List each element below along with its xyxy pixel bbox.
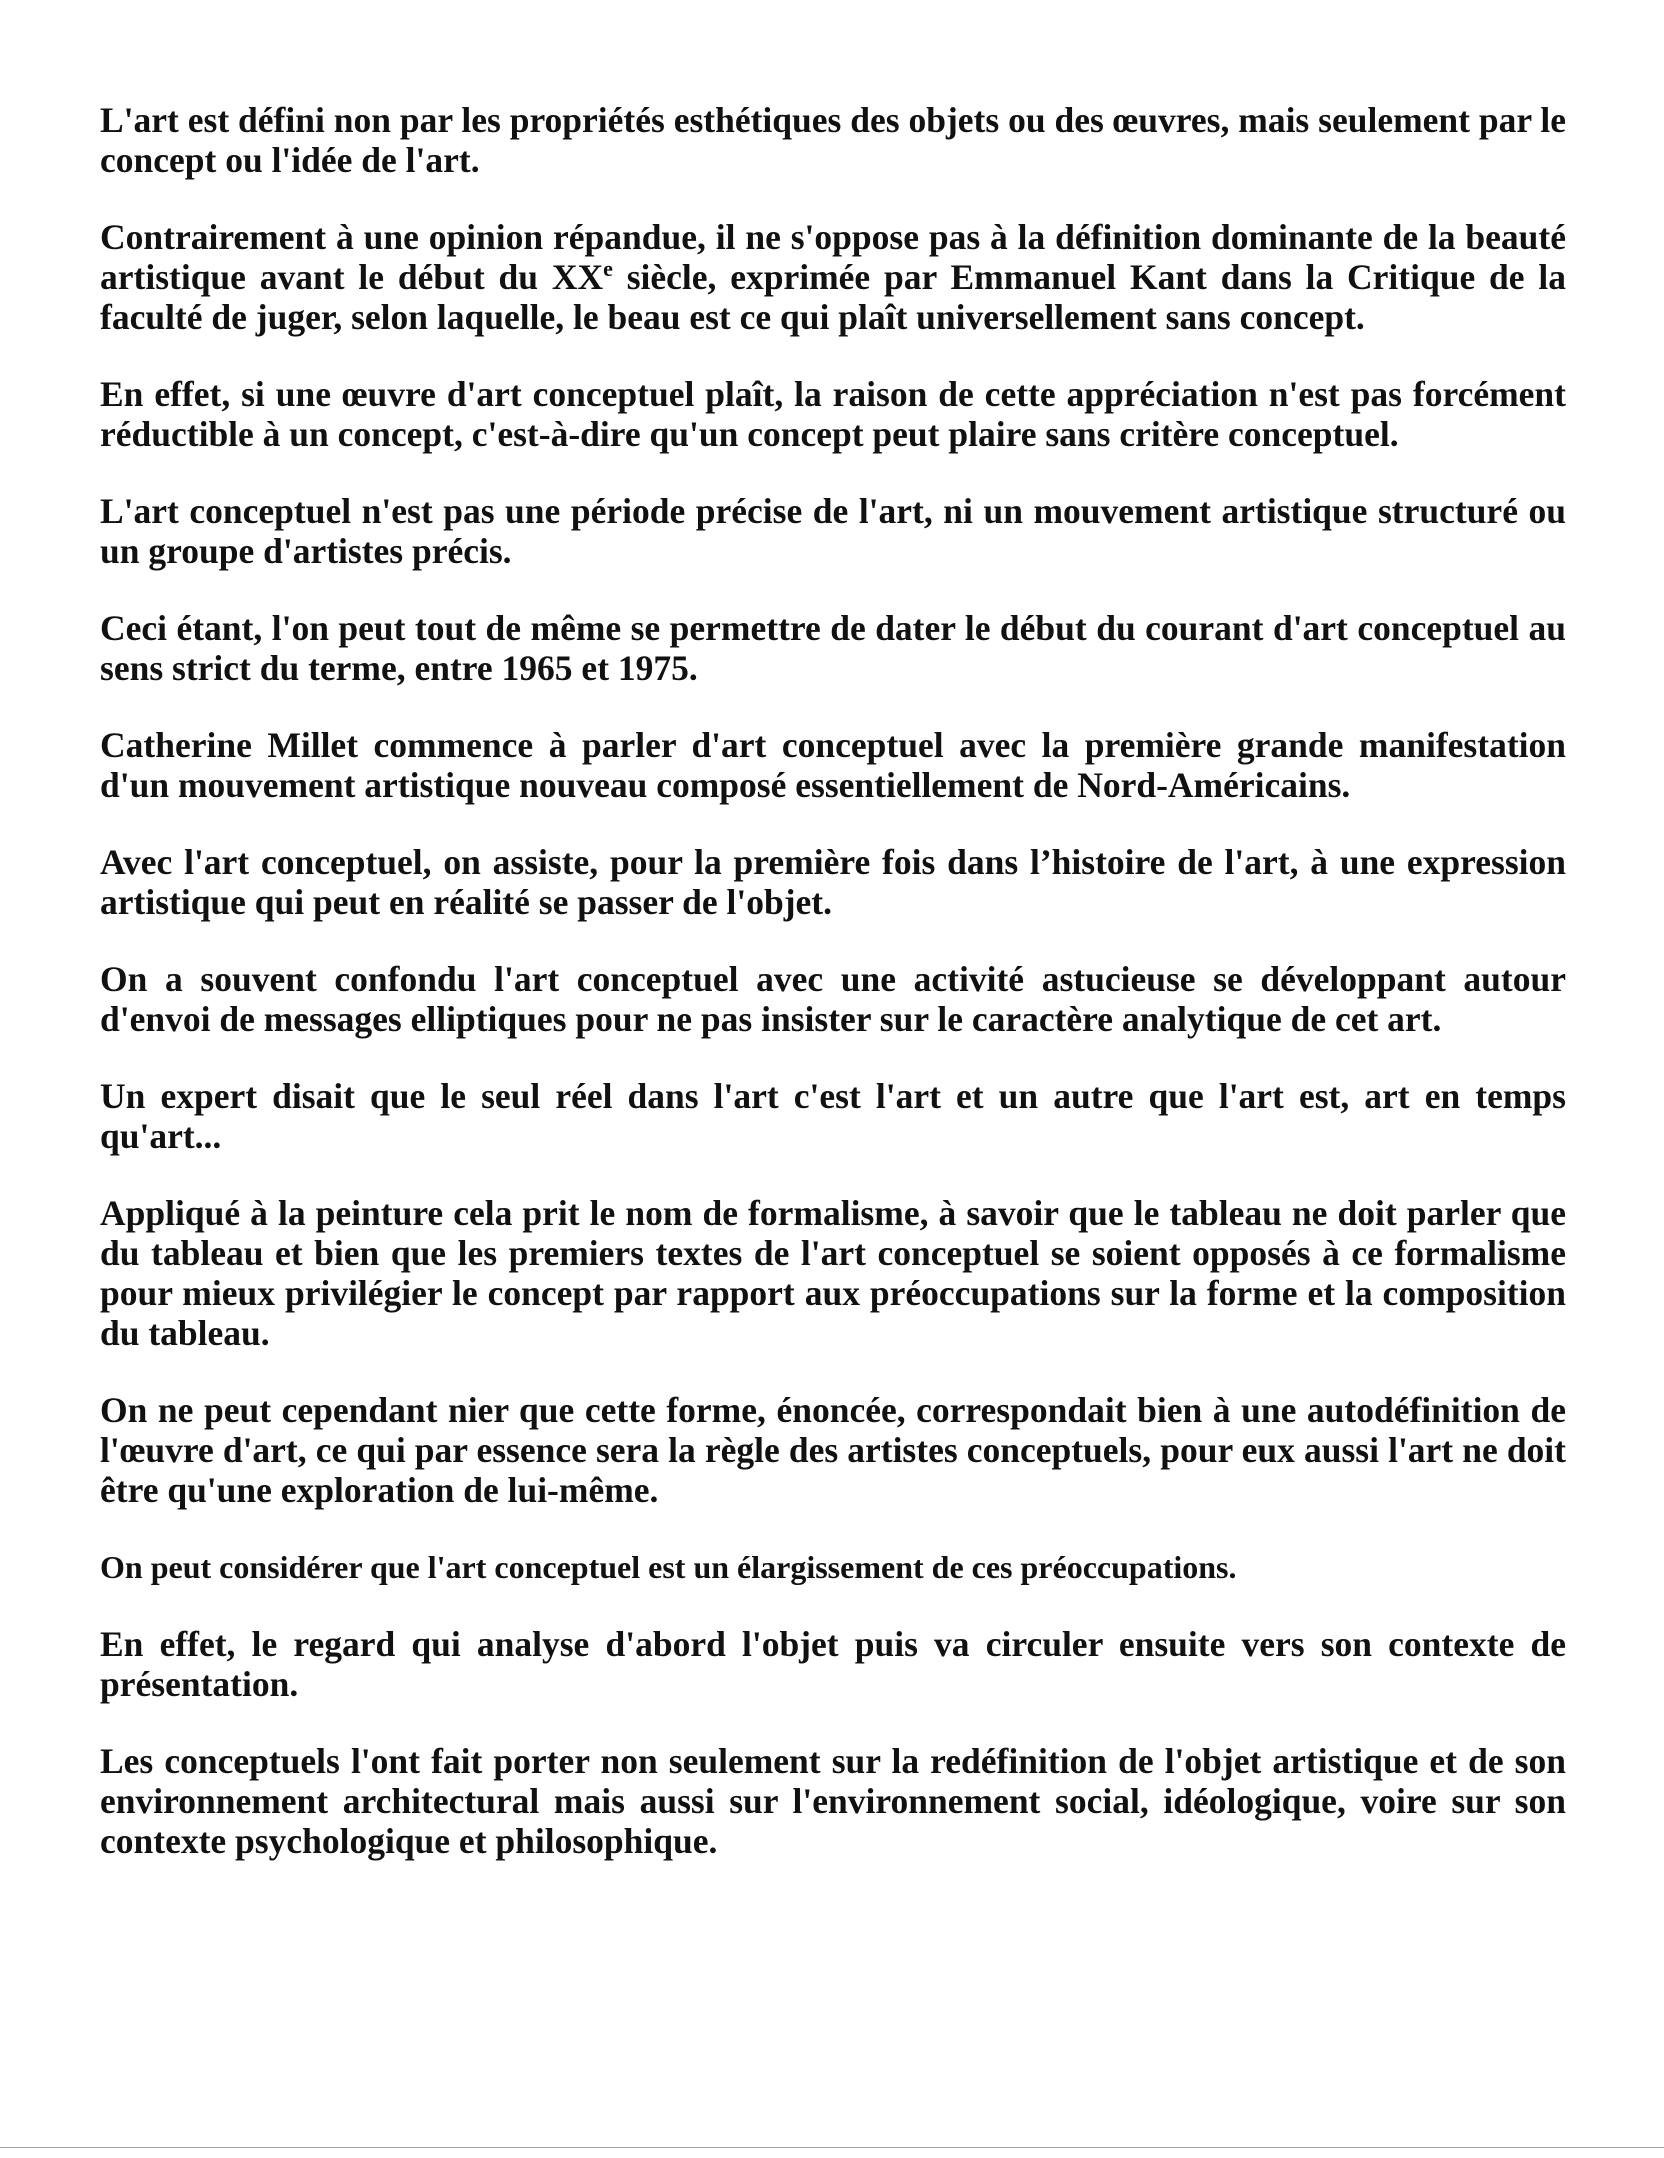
paragraph-4: L'art conceptuel n'est pas une période précise de l'art, ni un mouvement artistique structuré ou un groupe d'artistes précis. [100,491,1566,571]
document-page [100,100,1566,1898]
paragraph-14: Les conceptuels l'ont fait porter non seulement sur la redéfinition de l'objet artistique et de son environnement architectural mais aussi sur l'environnement social, idéologique, voire sur son contexte psychologique et philosophique. [100,1741,1566,1861]
paragraph-5: Ceci étant, l'on peut tout de même se permettre de dater le début du courant d'art conceptuel au sens strict du terme, entre 1965 et 1975. [100,608,1566,688]
paragraph-10: Appliqué à la peinture cela prit le nom de formalisme, à savoir que le tableau ne doit parler que du tableau et bien que les premiers textes de l'art conceptuel se soient opposés à ce formalisme pour mieux privilégier le concept par rapport aux préoccupations sur la forme et la composition du tableau. [100,1193,1566,1353]
paragraph-3: En effet, si une œuvre d'art conceptuel plaît, la raison de cette appréciation n'est pas forcément réductible à un concept, c'est-à-dire qu'un concept peut plaire sans critère conceptuel. [100,374,1566,454]
paragraph-2 [100,217,1566,337]
paragraph-13: En effet, le regard qui analyse d'abord l'objet puis va circuler ensuite vers son contexte de présentation. [100,1624,1566,1704]
paragraph-2-part-b: siècle, exprimée par Emmanuel Kant dans la Critique de la faculté de juger, selon laquelle, le beau est ce qui plaît universellement sans concept. [100,257,1566,337]
paragraph-1: L'art est défini non par les propriétés esthétiques des objets ou des œuvres, mais seulement par le concept ou l'idée de l'art. [100,100,1566,180]
paragraph-8: On a souvent confondu l'art conceptuel avec une activité astucieuse se développant autour d'envoi de messages elliptiques pour ne pas insister sur le caractère analytique de cet art. [100,959,1566,1039]
paragraph-7: Avec l'art conceptuel, on assiste, pour la première fois dans l’histoire de l'art, à une expression artistique qui peut en réalité se passer de l'objet. [100,842,1566,922]
paragraph-2-part-a: Contrairement à une opinion répandue, il ne s'oppose pas à la définition dominante de la beauté artistique avant le début du XX [100,217,1566,297]
paragraph-6: Catherine Millet commence à parler d'art conceptuel avec la première grande manifestation d'un mouvement artistique nouveau composé essentiellement de Nord-Américains. [100,725,1566,805]
superscript-e: e [603,256,613,282]
paragraph-11: On ne peut cependant nier que cette forme, énoncée, correspondait bien à une autodéfinition de l'œuvre d'art, ce qui par essence sera la règle des artistes conceptuels, pour eux aussi l'art ne doit être qu'une exploration de lui-même. [100,1390,1566,1510]
paragraph-9: Un expert disait que le seul réel dans l'art c'est l'art et un autre que l'art est, art en temps qu'art... [100,1076,1566,1156]
bottom-rule [0,2147,1664,2148]
paragraph-12: On peut considérer que l'art conceptuel est un élargissement de ces préoccupations. [100,1549,1237,1585]
